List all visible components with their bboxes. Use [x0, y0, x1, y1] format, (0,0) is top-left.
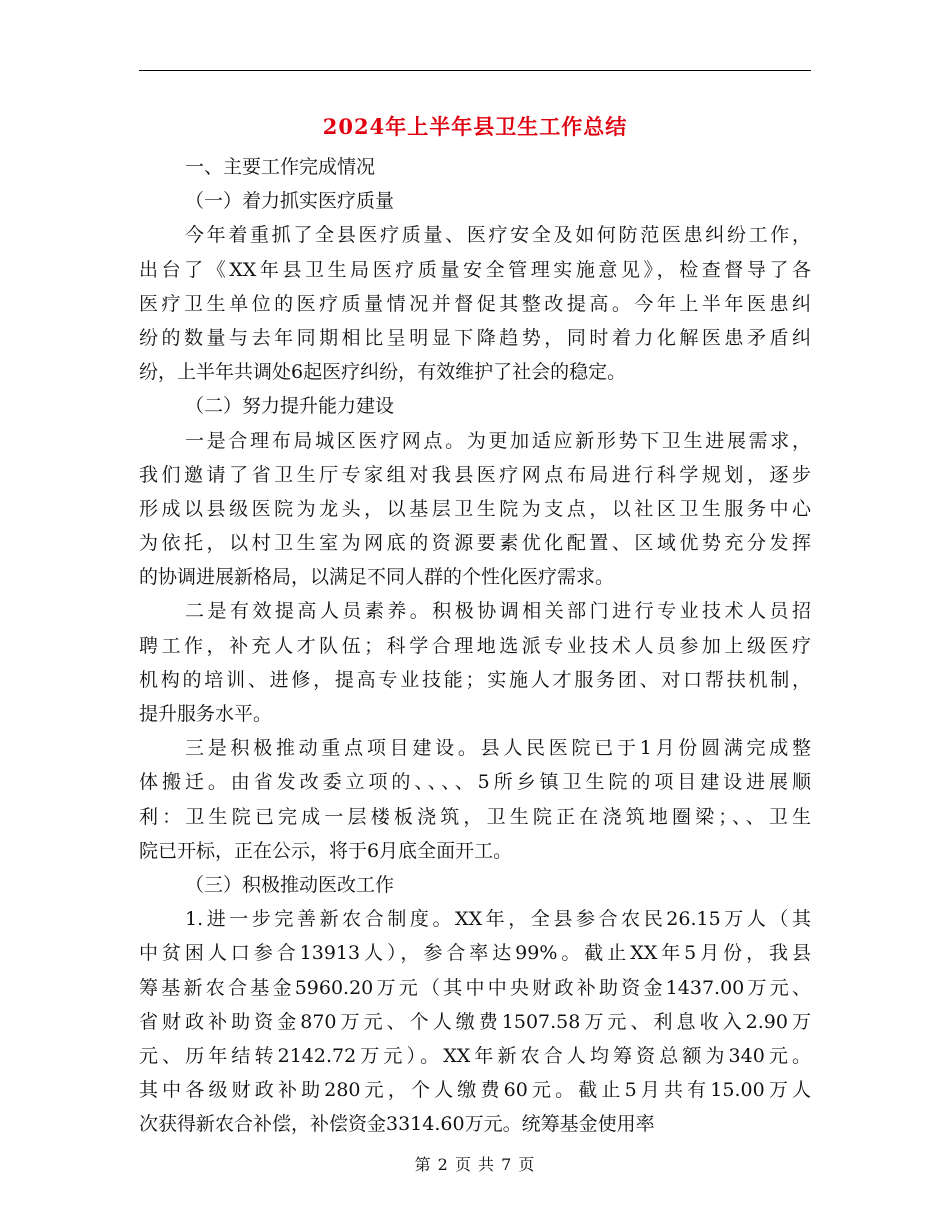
paragraph-line: 我们邀请了省卫生厅专家组对我县医疗网点布局进行科学规划，逐步 [139, 463, 811, 486]
page-number: 第 2 页 共 7 页 [414, 1155, 536, 1174]
subsection-heading: （三）积极推动医改工作 [185, 873, 395, 896]
paragraph-line: 的协调进展新格局，以满足不同人群的个性化医疗需求。 [139, 566, 615, 589]
paragraph-line: 出台了《XX年县卫生局医疗质量安全管理实施意见》，检查督导了各 [139, 258, 811, 281]
paragraph-line: 元、历年结转2142.72万元）。XX年新农合人均筹资总额为340元。 [139, 1044, 811, 1067]
paragraph-line: 一是合理布局城区医疗网点。为更加适应新形势下卫生进展需求， [185, 429, 811, 452]
paragraph-line: 形成以县级医院为龙头，以基层卫生院为支点，以社区卫生服务中心 [139, 497, 811, 520]
paragraph-line: 次获得新农合补偿，补偿资金3314.60万元。统筹基金使用率 [139, 1113, 655, 1136]
paragraph-line: 提升服务水平。 [139, 703, 273, 725]
header-rule [139, 70, 811, 71]
paragraph-line: 纷的数量与去年同期相比呈明显下降趋势，同时着力化解医患矛盾纠 [139, 326, 811, 349]
paragraph-line: 纷，上半年共调处6起医疗纠纷，有效维护了社会的稳定。 [139, 361, 627, 384]
paragraph-line: 院已开标，正在公示，将于6月底全面开工。 [139, 839, 513, 862]
paragraph-line: 1.进一步完善新农合制度。XX年，全县参合农民26.15万人（其 [185, 908, 811, 931]
paragraph-line: 今年着重抓了全县医疗质量、医疗安全及如何防范医患纠纷工作， [185, 224, 811, 247]
paragraph-line: 省财政补助资金870万元、个人缴费1507.58万元、利息收入2.90万 [139, 1010, 811, 1033]
paragraph-line: 筹基新农合基金5960.20万元（其中中央财政补助资金1437.00万元、 [139, 976, 811, 999]
paragraph-line: 利：卫生院已完成一层楼板浇筑，卫生院正在浇筑地圈梁；、、卫生 [139, 805, 811, 828]
subsection-heading: （一）着力抓实医疗质量 [185, 190, 395, 213]
document-title: 2024年上半年县卫生工作总结 [322, 114, 628, 139]
paragraph-line: 为依托，以村卫生室为网底的资源要素优化配置、区域优势充分发挥 [139, 532, 811, 555]
paragraph-line: 聘工作，补充人才队伍；科学合理地选派专业技术人员参加上级医疗 [139, 634, 811, 657]
paragraph-line: 三是积极推动重点项目建设。县人民医院已于1月份圆满完成整 [185, 737, 811, 760]
paragraph-line: 二是有效提高人员素养。积极协调相关部门进行专业技术人员招 [185, 600, 811, 623]
paragraph-line: 体搬迁。由省发改委立项的、、、、5所乡镇卫生院的项目建设进展顺 [139, 771, 811, 794]
document-body [139, 150, 811, 1141]
paragraph-line: 医疗卫生单位的医疗质量情况并督促其整改提高。今年上半年医患纠 [139, 292, 811, 315]
subsection-heading: （二）努力提升能力建设 [185, 395, 395, 418]
paragraph-line: 机构的培训、进修，提高专业技能；实施人才服务团、对口帮扶机制， [139, 668, 811, 691]
paragraph-line: 中贫困人口参合13913人），参合率达99%。截止XX年5月份，我县 [139, 942, 811, 965]
section-heading: 一、主要工作完成情况 [185, 156, 376, 178]
paragraph-line: 其中各级财政补助280元，个人缴费60元。截止5月共有15.00万人 [139, 1079, 811, 1102]
